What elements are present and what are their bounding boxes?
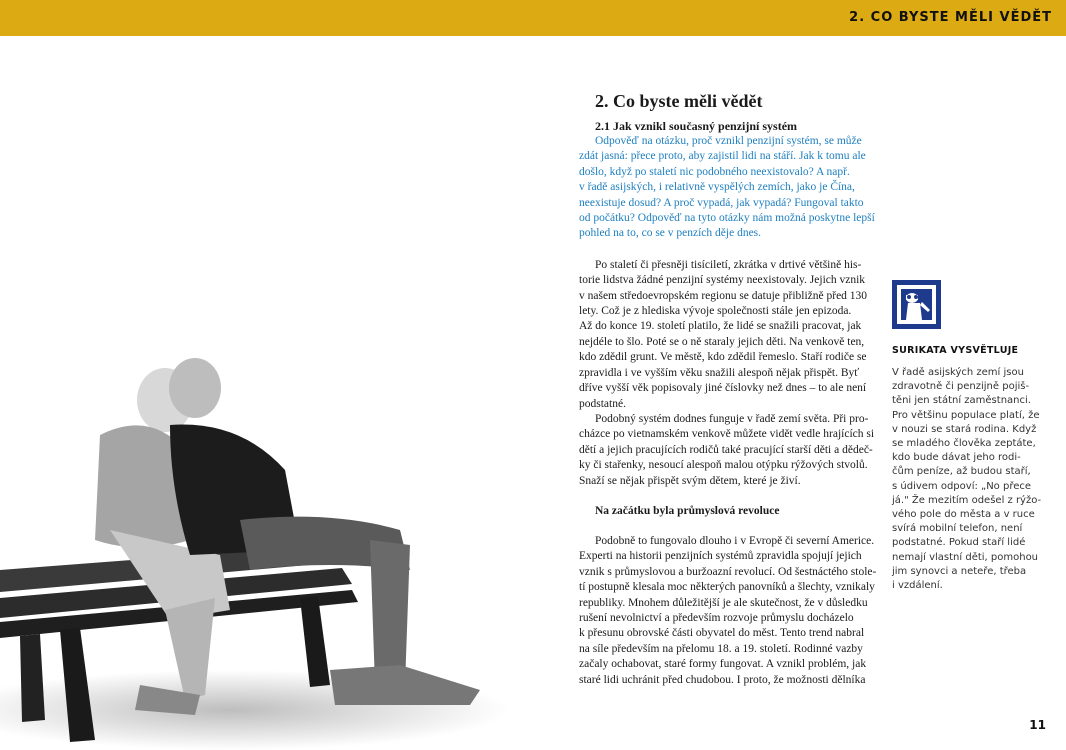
sidebar-line: se mladého člověka zeptáte,: [892, 438, 1036, 450]
body-line: dětí a jejich pracujících rodičů také pracující starší děti a dědeč-: [579, 443, 873, 456]
sidebar-line: vého pole do města a v ruce: [892, 509, 1035, 521]
body-line: Podobně to fungovalo dlouho i v Evropě či severní Americe.: [595, 534, 875, 547]
intro-line: Odpověď na otázku, proč vznikl penzijní systém, se může: [595, 135, 862, 147]
sidebar-line: kdo bude dávat jeho rodi-: [892, 452, 1021, 464]
header-bar: [0, 0, 1066, 36]
sidebar-line: podstatné. Pokud staří lidé: [892, 537, 1026, 549]
body-line: ky či stařenky, nesoucí alespoň malou otýpku rýžových stvolů.: [579, 459, 868, 472]
body-line: v našem středoevropském regionu se datuje přibližně před 130: [579, 289, 868, 302]
sidebar-line: nemají vlastní děti, pomohou: [892, 551, 1039, 563]
body-paragraph: [579, 534, 877, 688]
body-line: dříve vyšší věk popisovaly jiné číslovky než dnes – to ale není: [579, 382, 867, 395]
intro-paragraph: [579, 134, 875, 242]
body-line: na síle především na přelomu 18. a 19. století. Rodinné vazby: [579, 642, 863, 655]
subheading: Na začátku byla průmyslová revoluce: [595, 504, 780, 517]
sidebar-text: [892, 366, 1052, 593]
body-paragraph: [579, 412, 875, 489]
body-line: zpravidla i ve vyšším věku snažili alespoň nějak přispět. Byť: [579, 366, 860, 379]
body-line: k přesunu obrovské části obyvatel do měst. Tento trend nabral: [579, 627, 865, 640]
body-line: začaly ochabovat, staré formy fungovat. A vznikl problém, jak: [579, 658, 867, 671]
sidebar-line: já." Že mezitím odešel z rýžo-: [892, 494, 1042, 506]
page-number: 11: [1029, 718, 1046, 732]
body-line: nejdéle to šlo. Poté se o ně staraly jejich děti. Na venkově ten,: [579, 335, 865, 348]
body-line: cházce po vietnamském venkově můžete vidět vedle hrajících si: [579, 428, 875, 441]
intro-line: zdát jasná: přece proto, aby zajistil lidi na stáří. Jak k tomu ale: [579, 150, 866, 163]
sidebar-title: SURIKATA VYSVĚTLUJE: [892, 345, 1019, 356]
body-line: Po staletí či přesněji tisíciletí, zkrátka v drtivé většině his-: [595, 258, 862, 271]
body-line: republiky. Mnohem důležitější je ale skutečnost, že v důsledku: [579, 596, 868, 609]
body-paragraph: [579, 258, 869, 412]
running-header: 2. CO BYSTE MĚLI VĚDĚT: [849, 10, 1052, 25]
body-line: vznik s průmyslovou a buržoazní revolucí. Od šestnáctého stole-: [579, 565, 877, 578]
intro-line: neexistuje dosud? A proč vypadá, jak vypadá? Fungoval takto: [579, 196, 864, 209]
body-line: tí postupně klesala moc některých panovníků a šlechty, vznikaly: [579, 581, 875, 594]
sidebar-line: svírá mobilní telefon, není: [892, 523, 1023, 535]
meerkat-binoculars-icon: [892, 280, 941, 329]
intro-line: od počátku? Odpověď na tyto otázky nám možná poskytne lepší: [579, 212, 875, 225]
body-line: staré lidi uchránit před chudobou. I proto, že možnosti dělníka: [579, 673, 866, 686]
body-line: torie lidstva žádné penzijní systémy neexistovaly. Jejich vznik: [579, 274, 866, 287]
sidebar-line: čům peníze, až budou staří,: [892, 466, 1031, 478]
body-line: lety. Což je z hlediska vývoje společnosti stále jen epizoda.: [579, 305, 852, 318]
elderly-couple-on-bench-photo: [0, 340, 560, 750]
body-line: rušení nevolnictví a především rozvoje průmyslu docházelo: [579, 611, 854, 624]
sidebar-line: v nouzi se stará rodina. Když: [892, 423, 1037, 435]
sidebar-line: V řadě asijských zemí jsou: [892, 367, 1024, 378]
body-line: Snaží se nějak přispět svým dětem, které je živí.: [579, 474, 801, 487]
intro-line: pohled na to, co se v penzích děje dnes.: [579, 227, 762, 240]
body-line: Podobný systém dodnes funguje v řadě zemí světa. Při pro-: [595, 412, 869, 425]
body-line: podstatné.: [579, 397, 626, 410]
sidebar-line: jim synovci a neteře, třeba: [892, 565, 1027, 577]
intro-line: došlo, když po staletí nic podobného neexistovalo? A např.: [579, 165, 850, 178]
sidebar-box: [892, 280, 1052, 593]
section-title: 2.1 Jak vznikl současný penzijní systém: [595, 119, 798, 133]
chapter-title: 2. Co byste měli vědět: [595, 91, 763, 111]
sidebar-line: zdravotně či penzijně pojiš-: [892, 381, 1030, 393]
sidebar-line: s údivem odpoví: „No přece: [892, 480, 1032, 492]
sidebar-line: i vzdálení.: [892, 580, 943, 592]
sidebar-line: Pro většinu populace platí, že: [892, 409, 1040, 421]
body-line: kdo zdědil grunt. Ve městě, kdo zdědil řemeslo. Staří rodiče se: [579, 351, 867, 364]
sidebar-line: těni jen státní zaměstnanci.: [892, 395, 1031, 407]
intro-line: v řadě asijských, i relativně vyspělých zemích, jako je Čína,: [579, 181, 855, 194]
article: [579, 90, 877, 688]
body-line: Až do konce 19. století platilo, že lidé se snažili pracovat, jak: [579, 320, 862, 333]
body-line: Experti na historii penzijních systémů zpravidla spojují jejich: [579, 550, 862, 563]
